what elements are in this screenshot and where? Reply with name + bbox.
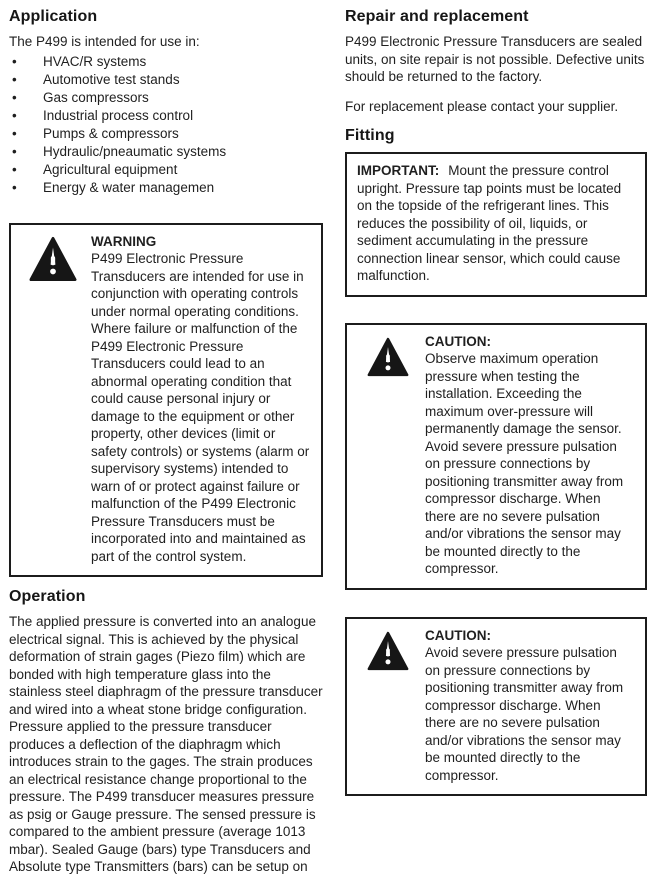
caution-box-2 — [345, 617, 647, 797]
caution-2-title: CAUTION: — [425, 627, 491, 643]
caution-2-text — [425, 627, 635, 785]
right-column — [345, 8, 647, 786]
list-item: • Industrial process control — [9, 107, 323, 125]
warning-box — [9, 223, 323, 578]
caution-1-text — [425, 333, 635, 578]
caution-triangle-icon — [367, 631, 409, 671]
important-text: Mount the pressure control upright. Pressure tap points must be located on the topside of the refrigerant lines. This reduces the possibility of oil, liquids, or sediment accumulating in the pressure connection linear sensor, which could cause malfunction. — [357, 163, 622, 283]
list-item: • Pumps & compressors — [9, 125, 323, 143]
application-section — [9, 8, 323, 197]
caution-box-1 — [345, 323, 647, 590]
fitting-heading: Fitting — [345, 127, 395, 144]
list-item: • HVAC/R systems — [9, 53, 323, 71]
list-item: • Hydraulic/pneaumatic systems — [9, 143, 323, 161]
caution-2-body: Avoid severe pressure pulsation on pressure connections by positioning transmitter away from compressor discharge. When there are no severe pulsation and/or vibrations the sensor may be mounted directly to the compressor. — [425, 645, 627, 783]
warning-title: WARNING — [91, 233, 157, 249]
operation-body: The applied pressure is converted into an analogue electrical signal. This is achieved by the physical deformation of strain gages (Piezo film) which are bonded with high temperature glass into the stainless steel diaphragm of the pressure transducer and wired into a wheat stone bridge configuration. Pressure applied to the pressure transducer produces a deflection of the diaphragm which introduces strain to the gages. The strain produces an electrical resistance change proportional to the pressure. The P499 transducer measures pressure as psig or Gauge pressure. The sensed pressure is compared to the ambient pressure (average 1013 mbar). Sealed Gauge (bars) type Transducers and Absolute type Transmitters (bars) can be setup on — [9, 614, 323, 874]
list-item: • Energy & water managemen — [9, 179, 323, 197]
list-item: • Automotive test stands — [9, 71, 323, 89]
warning-triangle-icon — [29, 236, 77, 282]
important-box — [345, 152, 647, 297]
caution-1-title: CAUTION: — [425, 333, 491, 349]
warning-text — [91, 233, 314, 566]
repair-paragraph-2: For replacement please contact your supplier. — [345, 98, 619, 114]
caution-1-body: Observe maximum operation pressure when testing the installation. Exceeding the maximum over-pressure will permanently damage the sensor. Avoid severe pressure pulsation on pressure connections by positioning transmitter away from compressor discharge. When there are no severe pulsation and/or vibrations the sensor may be mounted directly to the compressor. — [425, 351, 627, 576]
repair-paragraph-1: P499 Electronic Pressure Transducers are sealed units, on site repair is not possible. Defective units should be returned to the factory. — [345, 34, 645, 84]
list-item: • Agricultural equipment — [9, 161, 323, 179]
repair-heading: Repair and replacement — [345, 8, 529, 25]
warning-body: P499 Electronic Pressure Transducers are intended for use in conjunction with operating controls under normal operating conditions. Where failure or malfunction of the P499 Electronic Pressure Transducers could lead to an abnormal operating condition that could cause personal injury or damage to the equipment or other property, other devices (limit or safety controls) or systems (alarm or supervisory systems) intended to warn of or protect against failure or malfunction of the P499 Electronic Pressure Transducers must be incorporated into and maintained as part of the control system. — [91, 251, 314, 564]
operation-section — [9, 588, 323, 876]
repair-section — [345, 8, 647, 115]
application-intro: The P499 is intended for use in: — [9, 34, 200, 49]
application-bullet-list — [9, 53, 323, 197]
important-label: IMPORTANT: — [357, 163, 440, 178]
application-heading: Application — [9, 8, 98, 25]
fitting-section — [345, 127, 647, 297]
operation-heading: Operation — [9, 588, 86, 605]
list-item: • Gas compressors — [9, 89, 323, 107]
caution-triangle-icon — [367, 337, 409, 377]
left-column — [9, 8, 323, 874]
